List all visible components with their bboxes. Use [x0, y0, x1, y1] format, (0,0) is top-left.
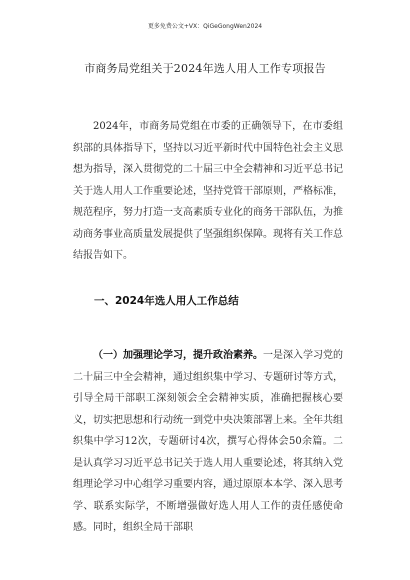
document-title: 市商务局党组关于2024年选人用人工作专项报告	[84, 62, 326, 75]
subsection-paragraph	[73, 345, 343, 539]
subsection-heading: （一）加强理论学习，提升政治素养。	[93, 350, 263, 361]
header-note: 更多免费公文+VX：QiGeGongWen2024	[147, 23, 263, 30]
section-heading: 一、2024年选人用人工作总结	[94, 294, 239, 307]
subsection-text: 一是深入学习党的二十届三中全会精神，通过组织集中学习、专题研讨等方式，引导全局干部职工深刻领会全会精神实质，准确把握核心要义，切实把思想和行动统一到党中央决策部署上来。全年共组织集中学习12次，专题研讨4次，撰写心得体会50余篇。二是认真学习习近平总书记关于选人用人重要论述，将其纳入党组理论学习中心组学习重要内容，通过原原本本学、深入思考学、联系实际学，不断增强做好选人用人工作的责任感使命感。同时，组织全局干部职	[73, 350, 343, 533]
document-body	[73, 116, 343, 539]
intro-paragraph: 2024年，市商务局党组在市委的正确领导下，在市委组织部的具体指导下，坚持以习近平新时代中国特色社会主义思想为指导，深入贯彻党的二十届三中全会精神和习近平总书记关于选人用人工作重要论述，坚持党管干部原则，严格标准，规范程序，努力打造一支高素质专业化的商务干部队伍，为推动商务事业高质量发展提供了坚强组织保障。现将有关工作总结报告如下。	[73, 121, 343, 261]
